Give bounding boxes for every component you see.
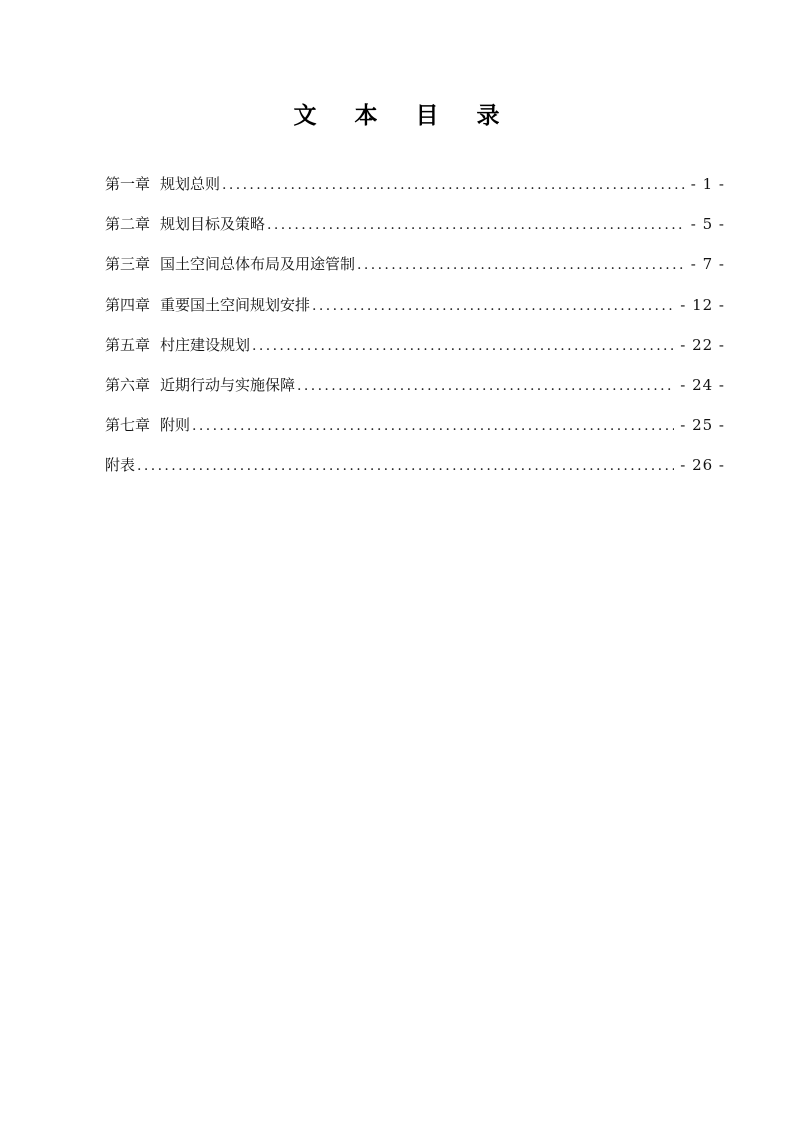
- toc-entry-title: 附则: [160, 416, 191, 435]
- toc-page-number: - 25 -: [680, 416, 725, 435]
- toc-entry-title: 重要国土空间规划安排: [160, 295, 311, 314]
- toc-list: [105, 170, 725, 492]
- dot-leader: [312, 292, 674, 320]
- dot-leader: [222, 171, 685, 199]
- toc-entry-title: 近期行动与实施保障: [160, 375, 296, 394]
- toc-chapter-label: 第七章: [105, 416, 151, 435]
- dot-leader: [357, 251, 685, 279]
- toc-chapter-label: 第一章: [105, 175, 151, 193]
- toc-entry-title: 国土空间总体布局及用途管制: [160, 255, 356, 274]
- toc-page-number: - 1 -: [690, 175, 725, 193]
- toc-entry-title: 规划目标及策略: [160, 215, 266, 234]
- toc-chapter-label: 第四章: [105, 295, 151, 314]
- toc-chapter-label: 第五章: [105, 335, 151, 354]
- toc-entry-6[interactable]: [105, 371, 725, 411]
- dot-leader: [297, 372, 674, 400]
- toc-entry-8[interactable]: [105, 451, 725, 491]
- dot-leader: [267, 211, 685, 239]
- toc-entry-title: 附表: [105, 456, 136, 475]
- toc-entry-title: 村庄建设规划: [160, 335, 251, 354]
- toc-entry-5[interactable]: [105, 331, 725, 371]
- toc-page-number: - 5 -: [690, 215, 725, 234]
- toc-page-number: - 12 -: [680, 295, 725, 314]
- toc-page-number: - 24 -: [680, 375, 725, 394]
- dot-leader: [252, 332, 674, 360]
- toc-page-number: - 22 -: [680, 335, 725, 354]
- dot-leader: [137, 452, 674, 480]
- toc-entry-1[interactable]: [105, 170, 725, 210]
- toc-entry-2[interactable]: [105, 210, 725, 250]
- toc-entry-7[interactable]: [105, 411, 725, 451]
- toc-chapter-label: 第二章: [105, 215, 151, 234]
- toc-entry-4[interactable]: [105, 291, 725, 331]
- toc-chapter-label: 第三章: [105, 255, 151, 274]
- toc-entry-3[interactable]: [105, 250, 725, 290]
- toc-title: 文 本 目 录: [293, 103, 515, 129]
- toc-entry-title: 规划总则: [160, 175, 221, 193]
- toc-chapter-label: 第六章: [105, 375, 151, 394]
- toc-page-number: - 7 -: [690, 255, 725, 274]
- dot-leader: [192, 412, 674, 440]
- toc-page-number: - 26 -: [680, 456, 725, 475]
